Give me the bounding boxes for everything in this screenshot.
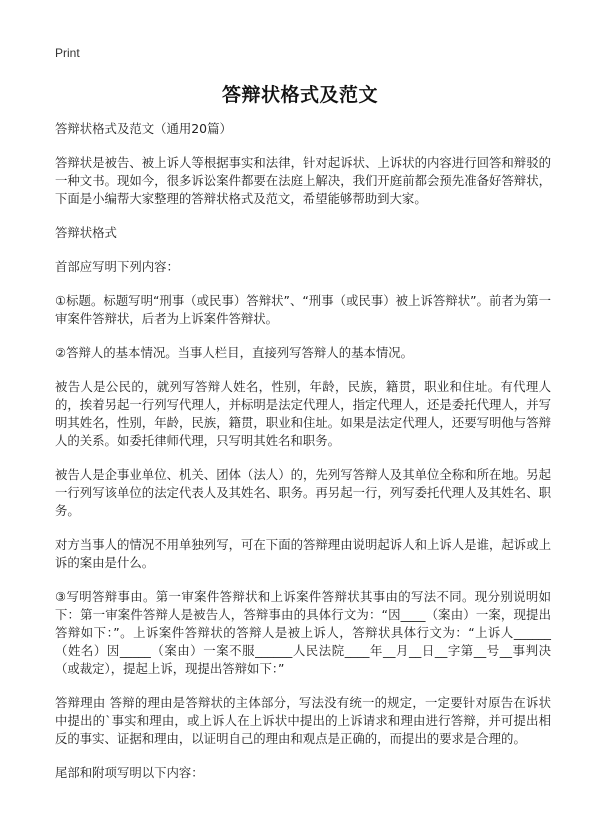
intro-paragraph: 答辩状是被告、被上诉人等根据事实和法律，针对起诉状、上诉状的内容进行回答和辩驳的一种文书。现如今，很多诉讼案件都要在法庭上解决，我们开庭前都会预先准备好答辩状，下面是小编帮大家整理的答辩状格式及范文，希望能够帮助到大家。 — [55, 155, 551, 206]
opposing-party-paragraph: 对方当事人的情况不用单独列写，可在下面的答辩理由说明起诉人和上诉人是谁，起诉或上诉的案由是什么。 — [55, 537, 551, 570]
print-link[interactable]: Print — [55, 46, 80, 60]
header-contents-paragraph: 首部应写明下列内容： — [55, 259, 179, 274]
document-body — [55, 120, 551, 798]
document-title: 答辩状格式及范文 — [221, 84, 378, 106]
reply-reasons-paragraph: 答辩理由 答辩的理由是答辩状的主体部分，写法没有统一的规定，一定要针对原告在诉状中提出的`事实和理由，或上诉人在上诉状中提出的上诉请求和理由进行答辩，并可提出相反的事实、证据和理由，以证明自己的理由和观点是正确的，而提出的要求是合理的。 — [55, 695, 551, 746]
respondent-info-paragraph: ②答辩人的基本情况。当事人栏目，直接列写答辩人的基本情况。 — [55, 345, 414, 360]
reply-cause-paragraph: ③写明答辩事由。第一审案件答辩状和上诉案件答辩状其事由的写法不同。现分别说明如下：第一审案件答辩人是被告人，答辩事由的具体行文为：“因____（案由）一案，现提出答辩如下：”。上诉案件答辩状的答辩人是被上诉人，答辩状具体行文为：“上诉人______（姓名）因_____（案由）一案不服______人民法院____年__月__日__字第__号__事判决（或裁定），提起上诉，现提出答辩如下：” — [55, 589, 551, 676]
entity-defendant-paragraph: 被告人是企事业单位、机关、团体（法人）的，先列写答辩人及其单位全称和所在地。另起一行列写该单位的法定代表人及其姓名、职务。再另起一行，列写委托代理人及其姓名、职务。 — [55, 467, 551, 518]
individual-defendant-paragraph: 被告人是公民的，就列写答辩人姓名，性别，年龄，民族，籍贯，职业和住址。有代理人的，挨着另起一行列写代理人，并标明是法定代理人，指定代理人，还是委托代理人，并写明其姓名，性别，年龄，民族，籍贯，职业和住址。如果是法定代理人，还要写明他与答辩人的关系。如委托律师代理，只写明其姓名和职务。 — [55, 379, 551, 448]
section-heading-format: 答辩状格式 — [55, 225, 117, 240]
footer-contents-paragraph: 尾部和附项写明以下内容： — [55, 765, 204, 780]
subtitle-paragraph: 答辩状格式及范文（通用20篇） — [55, 121, 232, 136]
title-rule-paragraph: ①标题。标题写明“刑事（或民事）答辩状”、“刑事（或民事）被上诉答辩状”。前者为第一审案件答辩状，后者为上诉案件答辩状。 — [55, 293, 551, 326]
